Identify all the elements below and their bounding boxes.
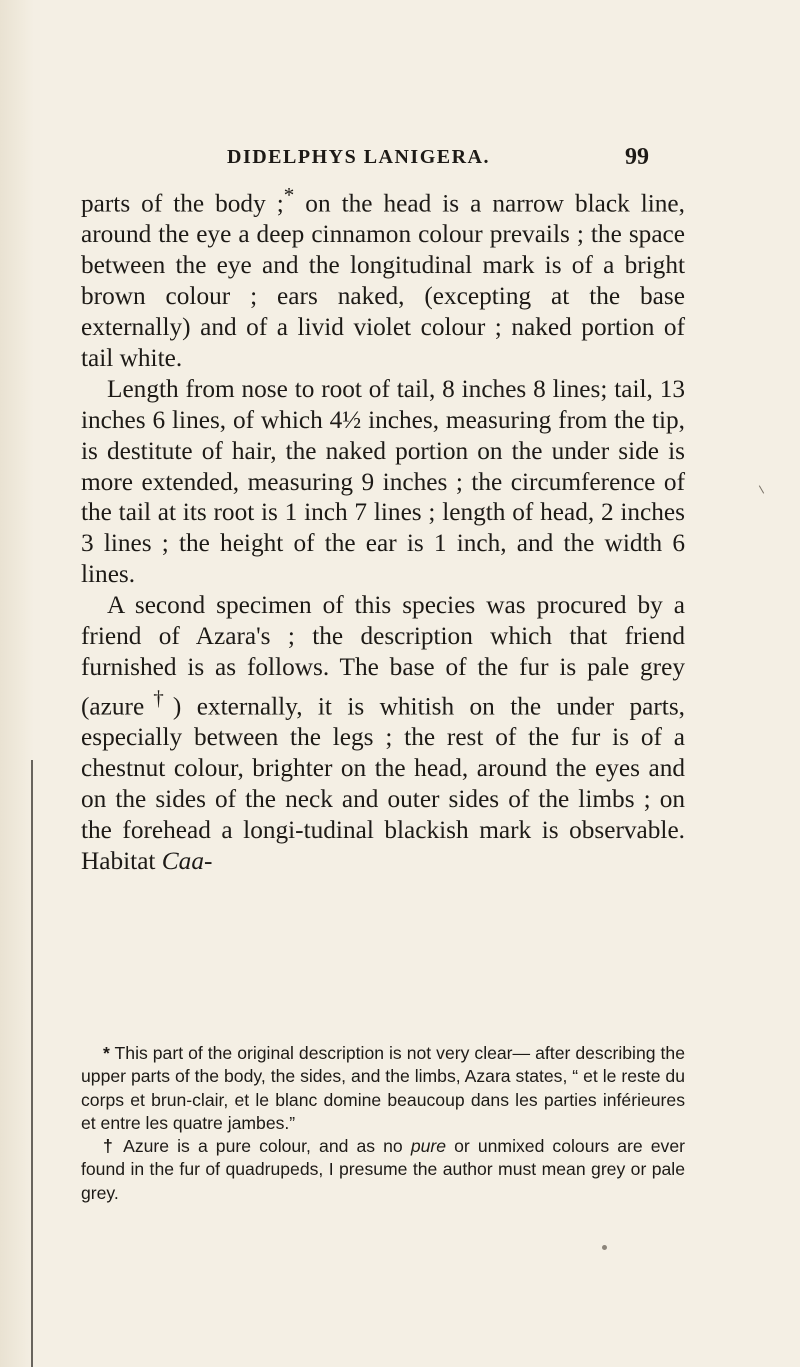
- running-title: DIDELPHYS LANIGERA.: [227, 146, 490, 168]
- footnote-2-marker: †: [103, 1136, 116, 1157]
- p1-text-a: parts of the body ;: [81, 189, 284, 218]
- footnote-2-italic: pure: [410, 1136, 447, 1157]
- page-binding-edge: [0, 0, 34, 1367]
- footnote-ref-star: *: [283, 183, 295, 207]
- ink-dot: [602, 1245, 607, 1250]
- footnote-ref-dagger: †: [144, 685, 173, 710]
- footnote-2-text-a: Azure is a pure colour, and as no: [115, 1136, 411, 1157]
- page-edge-shadow: [31, 760, 33, 1367]
- paragraph-1: [81, 180, 685, 374]
- footnotes: [81, 1042, 685, 1205]
- footnote-1: [81, 1042, 685, 1135]
- footnote-1-marker: *: [103, 1043, 110, 1063]
- footnote-2: [81, 1135, 685, 1205]
- paragraph-2: Length from nose to root of tail, 8 inches 8 lines; tail, 13 inches 6 lines, of which 4½ inches, measuring from the tip, is destitute of hair, the naked portion on the under side is more extended, measuring 9 inches ; the circumference of the tail at its root is 1 inch 7 lines ; length of head, 2 inches 3 lines ; the height of the ear is 1 inch, and the width 6 lines.: [81, 374, 685, 589]
- paper-speck: [759, 485, 764, 493]
- p3-text-b: ) externally, it is whitish on the under parts, especially between the legs ; the rest of the fur is of a chestnut colour, brighter on the head, around the eyes and on the sides of the neck and outer sides of the limbs ; on the forehead a longi-tudinal blackish mark is observable. Habitat: [81, 692, 685, 875]
- paragraph-3: [81, 590, 685, 877]
- footnote-2-text-b: or unmixed colours are ever found in the fur of quadrupeds, I presume the author must mean grey or pale grey.: [81, 1136, 685, 1203]
- footnote-1-text: This part of the original description is not very clear— after describing the upper parts of the body, the sides, and the limbs, Azara states, “ et le reste du corps et brun-clair, et le blanc domine beaucoup dans les parties inférieures et entre les quatre jambes.”: [81, 1043, 685, 1133]
- p1-text-b: on the head is a narrow black line, around the eye a deep cinnamon colour prevails ; the space between the eye and the longitudinal mark is of a bright brown colour ; ears naked, (excepting at the base externally) and of a livid violet colour ; naked portion of tail white.: [81, 189, 685, 372]
- page-number: 99: [625, 144, 649, 170]
- p3-text-a: A second specimen of this species was procured by a friend of Azara's ; the description which that friend furnished is as follows. The base of the fur is pale grey (azure: [81, 591, 685, 721]
- main-text: [81, 180, 685, 877]
- p3-italic-habitat: Caa-: [161, 846, 213, 875]
